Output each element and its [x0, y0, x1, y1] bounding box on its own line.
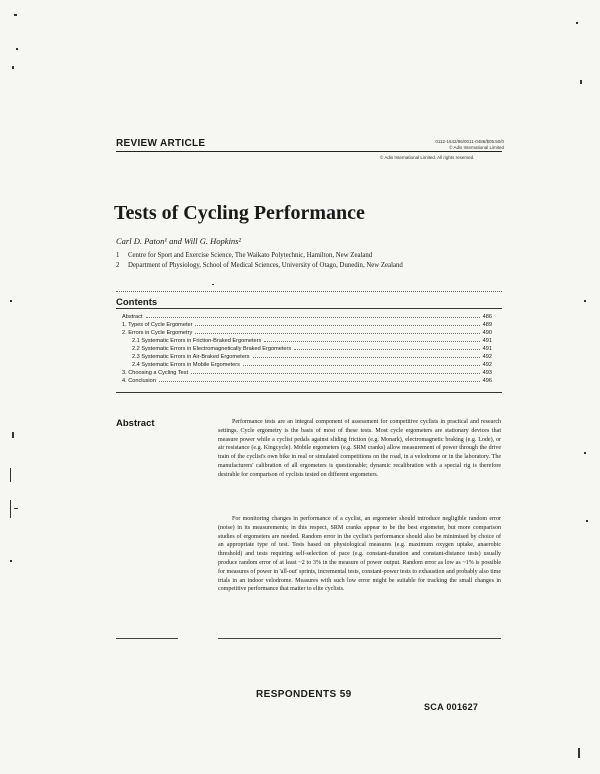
toc-leader [146, 312, 480, 318]
toc-label: 2.3 Systematic Errors in Air-Braked Ergometers [132, 354, 250, 360]
scan-speck [10, 468, 11, 482]
scan-speck [212, 284, 214, 285]
toc-page: 490 [482, 330, 492, 336]
toc-leader [195, 328, 479, 334]
toc-leader [195, 320, 479, 326]
toc-leader [294, 344, 479, 350]
toc-item [122, 328, 492, 336]
scan-speck [578, 748, 580, 758]
abstract-paragraph-2: For monitoring changes in performance of a cyclist, an ergometer should introduce negligible random error (noise) in its measurements; in this respect, SRM cranks appear to be the best ergometer, but more comparison studies of ergometers are needed. Random error in the cyclist's performance should also be minimised by choice of an appropriate type of test. Tests based on physiological measures (e.g. maximum oxygen uptake, anaerobic threshold) and tests requiring self-selection of pace (e.g. constant-duration and constant-distance tests) usually produce random error of at least ~2 to 3% in the measure of power output. Random error as low as ~1% is possible for measures of power in 'all-out' sprints, incremental tests, constant-power tests to exhaustion and probably also time trials in an indoor velodrome. Measures with such low error might be suitable for tracking the small changes in competitive performance that matter to elite cyclists. [218, 516, 501, 593]
contents-heading: Contents [116, 297, 158, 308]
respondents-stamp: RESPONDENTS 59 [256, 689, 352, 700]
header-rule [116, 151, 502, 152]
toc-item [122, 320, 492, 328]
affiliation-2 [116, 261, 496, 270]
scan-speck [580, 80, 582, 84]
affiliation-1 [116, 251, 496, 260]
scan-speck [14, 508, 18, 509]
toc-label: 2.2 Systematic Errors in Electromagnetically Braked Ergometers [132, 346, 292, 352]
contents-end-rule [116, 392, 502, 393]
toc-label: 2. Errors in Cycle Ergometry [122, 330, 193, 336]
scan-speck [584, 300, 586, 302]
scan-speck [10, 300, 12, 302]
toc-item [132, 360, 492, 368]
section-label: REVIEW ARTICLE [116, 138, 206, 149]
scan-speck [586, 520, 588, 522]
toc-leader [264, 336, 479, 342]
toc-label: 4. Conclusion [122, 378, 156, 384]
toc-page: 496 [482, 378, 492, 384]
scan-speck [10, 500, 11, 518]
toc-page: 491 [482, 338, 492, 344]
journal-reference-secondary: © Adis International Limited [449, 145, 504, 150]
toc-label: 3. Choosing a Cycling Test [122, 370, 189, 376]
toc-item [132, 344, 492, 352]
affiliation-text: Department of Physiology, School of Medical Sciences, University of Otago, Dunedin, New Zealand [128, 262, 403, 269]
article-authors: Carl D. Paton¹ and Will G. Hopkins² [116, 236, 242, 246]
journal-reference: 0112-1642/96/0011-0486/$05.50/0 [435, 139, 504, 144]
scan-speck [10, 560, 12, 562]
contents-rule [116, 308, 502, 309]
toc-item [122, 312, 492, 320]
scan-speck [12, 432, 14, 438]
copyright-notice: © Adis International Limited. All rights reserved. [380, 155, 475, 160]
abstract-end-rule [116, 638, 178, 639]
toc-page: 492 [482, 354, 492, 360]
toc-leader [253, 352, 480, 358]
scan-speck [16, 48, 18, 50]
toc-leader [191, 368, 480, 374]
affiliation-rule [116, 291, 502, 292]
toc-label: 2.1 Systematic Errors in Friction-Braked Ergometers [132, 338, 262, 344]
toc-label: Abstract [122, 314, 143, 320]
scan-speck [576, 22, 578, 24]
abstract-paragraph-1: Performance tests are an integral component of assessment for competitive cyclists in practical and research settings. Cycle ergometry is the basis of most of these tests. Most cycle ergometers are stationary devices that measure power while a cyclist pedals against sliding friction (e.g. Monark), electromagnetic braking (e.g. Lode), or air resistance (e.g. Kingcycle). Mobile ergometers (e.g. SRM cranks) allow measurement of power through the drive train of the cyclist's own bike in real or simulated competitions on the road, in a velodrome or in the laboratory. The manufacturers' calibration of all ergometers is questionable; dynamic recalibration with a special rig is therefore desirable for comparison of cyclists tested on different ergometers. [218, 419, 501, 478]
bates-number: SCA 001627 [424, 702, 479, 712]
toc-item [122, 368, 492, 376]
article-title: Tests of Cycling Performance [114, 202, 365, 224]
toc-page: 493 [482, 370, 492, 376]
abstract-end-rule [218, 638, 501, 639]
scan-speck [12, 66, 14, 69]
toc-label: 2.4 Systematic Errors in Mobile Ergometers [132, 362, 240, 368]
affiliation-number: 1 [116, 252, 120, 259]
toc-page: 492 [482, 362, 492, 368]
toc-page: 489 [482, 322, 492, 328]
abstract-heading: Abstract [116, 418, 155, 429]
affiliation-number: 2 [116, 262, 120, 269]
affiliation-text: Centre for Sport and Exercise Science, The Waikato Polytechnic, Hamilton, New Zealand [128, 252, 373, 259]
toc-item [132, 336, 492, 344]
toc-label: 1. Types of Cycle Ergometer [122, 322, 193, 328]
toc-leader [243, 360, 480, 366]
scan-speck [14, 14, 17, 16]
toc-page: 491 [482, 346, 492, 352]
scan-speck [584, 452, 586, 454]
toc-page: 486 [482, 314, 492, 320]
toc-item [132, 352, 492, 360]
toc-item [122, 376, 492, 384]
toc-leader [159, 376, 480, 382]
